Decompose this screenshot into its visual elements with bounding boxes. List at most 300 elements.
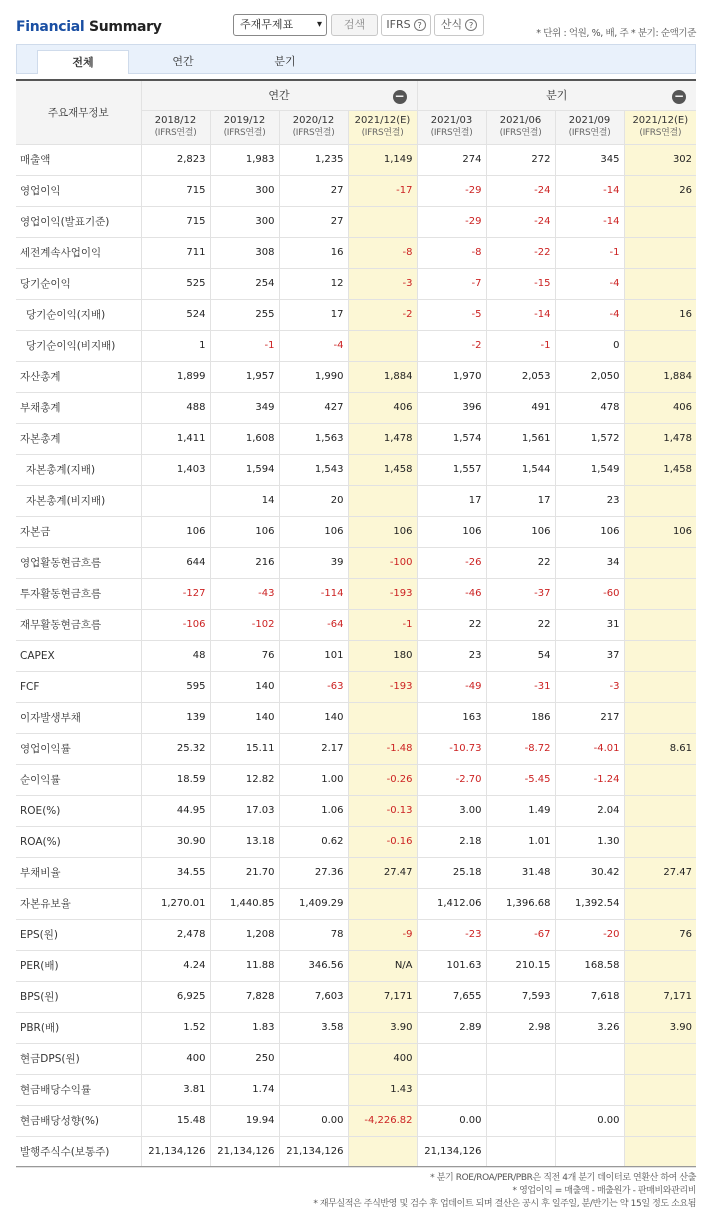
row-label: ROE(%) [16, 795, 141, 826]
table-row [16, 981, 696, 1012]
table-cell: 1,412.06 [417, 888, 486, 919]
period-label: 2018/12 [154, 115, 197, 126]
row-label: 당기순이익(비지배) [16, 330, 141, 361]
tab-all[interactable]: 전체 [37, 50, 129, 74]
table-row [16, 1043, 696, 1074]
table-row [16, 547, 696, 578]
table-cell: 3.90 [348, 1012, 417, 1043]
table-cell: 1.00 [279, 764, 348, 795]
table-cell: 21,134,126 [417, 1136, 486, 1167]
table-cell: 27 [279, 206, 348, 237]
table-cell: 427 [279, 392, 348, 423]
table-cell: -14 [555, 206, 624, 237]
table-cell: 106 [624, 516, 696, 547]
table-cell: 30.90 [141, 826, 210, 857]
table-cell: 406 [348, 392, 417, 423]
table-cell: -29 [417, 206, 486, 237]
table-row [16, 795, 696, 826]
table-cell: 7,171 [348, 981, 417, 1012]
table-cell: 22 [417, 609, 486, 640]
table-cell: 106 [210, 516, 279, 547]
table-cell: N/A [348, 950, 417, 981]
row-label: 영업이익(발표기준) [16, 206, 141, 237]
table-row [16, 640, 696, 671]
table-cell: 168.58 [555, 950, 624, 981]
table-cell: 3.26 [555, 1012, 624, 1043]
row-label: 자본금 [16, 516, 141, 547]
period-label: 2021/06 [499, 115, 542, 126]
period-header [279, 110, 348, 144]
footer-divider [16, 1166, 696, 1167]
table-row [16, 1012, 696, 1043]
table-cell: 7,828 [210, 981, 279, 1012]
table-cell [624, 826, 696, 857]
table-cell: 1,899 [141, 361, 210, 392]
table-cell: 1,235 [279, 144, 348, 175]
table-cell: 106 [486, 516, 555, 547]
table-cell: -67 [486, 919, 555, 950]
table-cell: 12.82 [210, 764, 279, 795]
table-cell [624, 702, 696, 733]
period-basis: (IFRS연결) [499, 128, 542, 138]
table-cell: -2 [348, 299, 417, 330]
table-cell: 255 [210, 299, 279, 330]
search-button[interactable]: 검색 [331, 14, 378, 36]
table-cell: 250 [210, 1043, 279, 1074]
table-cell: -60 [555, 578, 624, 609]
row-label: 발행주식수(보통주) [16, 1136, 141, 1167]
table-cell: 16 [279, 237, 348, 268]
table-cell: 300 [210, 206, 279, 237]
footnotes [313, 1172, 696, 1211]
table-cell: 406 [624, 392, 696, 423]
table-cell: 1,458 [624, 454, 696, 485]
collapse-annual-icon[interactable]: − [394, 89, 405, 103]
table-cell: -1 [486, 330, 555, 361]
table-cell: 2,053 [486, 361, 555, 392]
table-cell: 595 [141, 671, 210, 702]
table-cell: -23 [417, 919, 486, 950]
period-header [348, 110, 417, 144]
table-row [16, 516, 696, 547]
table-cell: 27.47 [624, 857, 696, 888]
table-cell [624, 640, 696, 671]
row-label: 자산총계 [16, 361, 141, 392]
table-cell: 3.58 [279, 1012, 348, 1043]
table-cell [348, 330, 417, 361]
table-cell [279, 1074, 348, 1105]
table-cell: 2.18 [417, 826, 486, 857]
row-label: 자본유보율 [16, 888, 141, 919]
table-row [16, 392, 696, 423]
row-label: 영업활동현금흐름 [16, 547, 141, 578]
table-cell: 308 [210, 237, 279, 268]
table-cell: 15.48 [141, 1105, 210, 1136]
table-cell: 17 [279, 299, 348, 330]
period-header [417, 110, 486, 144]
table-cell: -2 [417, 330, 486, 361]
table-cell: 101.63 [417, 950, 486, 981]
table-row [16, 950, 696, 981]
period-basis: (IFRS연결) [361, 128, 404, 138]
formula-help-button[interactable] [434, 14, 484, 36]
table-cell: -8.72 [486, 733, 555, 764]
table-cell [624, 609, 696, 640]
table-cell: 272 [486, 144, 555, 175]
tab-quarter[interactable]: 분기 [274, 55, 296, 68]
row-label: 현금배당수익률 [16, 1074, 141, 1105]
table-cell: 31 [555, 609, 624, 640]
table-cell: 1,594 [210, 454, 279, 485]
table-cell: 0.00 [555, 1105, 624, 1136]
table-cell: 1.49 [486, 795, 555, 826]
table-cell: 21,134,126 [279, 1136, 348, 1167]
ifrs-label: IFRS [386, 18, 411, 31]
header-corner: 주요재무정보 [16, 80, 141, 144]
row-label: 당기순이익(지배) [16, 299, 141, 330]
table-cell: -14 [486, 299, 555, 330]
table-cell: 27.47 [348, 857, 417, 888]
table-cell: 2,478 [141, 919, 210, 950]
table-cell: -0.26 [348, 764, 417, 795]
table-cell: 7,593 [486, 981, 555, 1012]
table-cell: 396 [417, 392, 486, 423]
period-header [141, 110, 210, 144]
row-label: CAPEX [16, 640, 141, 671]
table-cell: 711 [141, 237, 210, 268]
table-row [16, 330, 696, 361]
table-cell: 21.70 [210, 857, 279, 888]
table-cell [348, 485, 417, 516]
table-cell: 1,411 [141, 423, 210, 454]
table-cell: 25.32 [141, 733, 210, 764]
table-cell: 0.00 [279, 1105, 348, 1136]
table-cell: -37 [486, 578, 555, 609]
table-cell: 0.62 [279, 826, 348, 857]
table-cell: 1.30 [555, 826, 624, 857]
table-cell: 1,403 [141, 454, 210, 485]
table-cell: -4.01 [555, 733, 624, 764]
table-row [16, 268, 696, 299]
row-label: 자본총계(비지배) [16, 485, 141, 516]
table-cell: -24 [486, 175, 555, 206]
title-financial: Financial [16, 19, 85, 35]
table-cell: -17 [348, 175, 417, 206]
footnote: * 재무실적은 주식반영 및 검수 후 업데이트 되며 결산은 공시 후 일주일, 분/반기는 약 15일 정도 소요됨 [313, 1199, 696, 1209]
row-label: 자본총계 [16, 423, 141, 454]
table-cell: -1 [210, 330, 279, 361]
table-cell: 345 [555, 144, 624, 175]
table-cell: 1,608 [210, 423, 279, 454]
table-cell [624, 950, 696, 981]
table-cell: -114 [279, 578, 348, 609]
table-cell: 1.43 [348, 1074, 417, 1105]
financial-summary-table [16, 79, 696, 1168]
formula-label: 산식 [440, 18, 463, 31]
table-cell: 1,549 [555, 454, 624, 485]
period-basis: (IFRS연결) [154, 128, 197, 138]
table-cell: -9 [348, 919, 417, 950]
row-label: PBR(배) [16, 1012, 141, 1043]
table-cell: -49 [417, 671, 486, 702]
table-cell: 11.88 [210, 950, 279, 981]
summary-header [0, 0, 708, 44]
collapse-quarter-icon[interactable]: − [674, 89, 685, 103]
period-label: 2021/09 [568, 115, 611, 126]
table-cell: 186 [486, 702, 555, 733]
table-cell: -15 [486, 268, 555, 299]
table-cell: 17 [486, 485, 555, 516]
table-cell: -5 [417, 299, 486, 330]
table-cell: 216 [210, 547, 279, 578]
table-cell [624, 206, 696, 237]
period-header [555, 110, 624, 144]
row-label: 영업이익률 [16, 733, 141, 764]
table-cell: 400 [141, 1043, 210, 1074]
table-cell: 349 [210, 392, 279, 423]
title-summary: Summary [88, 19, 162, 35]
table-cell: 27 [279, 175, 348, 206]
table-cell: 180 [348, 640, 417, 671]
table-cell: 30.42 [555, 857, 624, 888]
table-cell: 2,823 [141, 144, 210, 175]
table-cell: 2,050 [555, 361, 624, 392]
table-cell: 4.24 [141, 950, 210, 981]
table-cell: 1,884 [348, 361, 417, 392]
table-cell: 1.01 [486, 826, 555, 857]
table-cell [624, 671, 696, 702]
table-cell [624, 547, 696, 578]
period-header [210, 110, 279, 144]
table-cell: 1,458 [348, 454, 417, 485]
row-label: EPS(원) [16, 919, 141, 950]
table-cell: 7,603 [279, 981, 348, 1012]
period-label: 2019/12 [223, 115, 266, 126]
period-label: 2021/03 [430, 115, 473, 126]
table-cell: 488 [141, 392, 210, 423]
table-cell [624, 1074, 696, 1105]
table-cell: 25.18 [417, 857, 486, 888]
table-cell [624, 1105, 696, 1136]
annual-group-header [141, 80, 417, 110]
table-cell: -8 [417, 237, 486, 268]
period-header [624, 110, 696, 144]
table-cell [555, 1136, 624, 1167]
table-cell: -1.24 [555, 764, 624, 795]
table-cell: 78 [279, 919, 348, 950]
row-label: FCF [16, 671, 141, 702]
table-cell [486, 1074, 555, 1105]
table-cell: 106 [279, 516, 348, 547]
footnote: * 영업이익 = 매출액 - 매출원가 - 판매비와관리비 [512, 1186, 696, 1196]
table-cell [486, 1043, 555, 1074]
row-label: 순이익률 [16, 764, 141, 795]
table-row [16, 888, 696, 919]
table-cell: 20 [279, 485, 348, 516]
table-row [16, 1105, 696, 1136]
table-cell: 302 [624, 144, 696, 175]
table-row [16, 919, 696, 950]
table-cell: 7,655 [417, 981, 486, 1012]
table-cell: -106 [141, 609, 210, 640]
table-row [16, 702, 696, 733]
table-cell: 2.89 [417, 1012, 486, 1043]
tab-annual[interactable]: 연간 [172, 55, 194, 68]
table-cell [417, 1043, 486, 1074]
table-cell: 1,149 [348, 144, 417, 175]
table-cell [555, 1043, 624, 1074]
period-label: 2021/12(E) [632, 115, 689, 126]
table-cell: 346.56 [279, 950, 348, 981]
table-cell: -1 [348, 609, 417, 640]
table-cell: 1,990 [279, 361, 348, 392]
table-cell [624, 1136, 696, 1167]
table-cell: 3.00 [417, 795, 486, 826]
table-row [16, 578, 696, 609]
table-cell: 13.18 [210, 826, 279, 857]
row-label: 자본총계(지배) [16, 454, 141, 485]
statement-type-value: 주재무제표 [240, 18, 294, 31]
table-cell [624, 578, 696, 609]
table-cell: 0.00 [417, 1105, 486, 1136]
table-cell: -193 [348, 671, 417, 702]
table-cell: -64 [279, 609, 348, 640]
table-cell: 34 [555, 547, 624, 578]
table-cell [348, 702, 417, 733]
quarter-group-header [417, 80, 696, 110]
table-cell [624, 268, 696, 299]
period-basis: (IFRS연결) [639, 128, 682, 138]
table-cell: 715 [141, 175, 210, 206]
table-cell: 1,396.68 [486, 888, 555, 919]
section-title [16, 19, 162, 35]
row-label: 당기순이익 [16, 268, 141, 299]
table-cell: 15.11 [210, 733, 279, 764]
table-cell: -46 [417, 578, 486, 609]
table-cell: -127 [141, 578, 210, 609]
table-cell: 27.36 [279, 857, 348, 888]
table-cell: 1,543 [279, 454, 348, 485]
annual-group-label: 연간 [268, 89, 290, 103]
table-cell: 1,478 [624, 423, 696, 454]
table-cell: 22 [486, 547, 555, 578]
table-cell: -4,226.82 [348, 1105, 417, 1136]
table-cell: -7 [417, 268, 486, 299]
period-basis: (IFRS연결) [430, 128, 473, 138]
table-row [16, 671, 696, 702]
table-cell: 39 [279, 547, 348, 578]
table-cell: 254 [210, 268, 279, 299]
row-label: 이자발생부채 [16, 702, 141, 733]
ifrs-help-button[interactable] [381, 14, 431, 36]
table-cell: -26 [417, 547, 486, 578]
table-cell: 1,970 [417, 361, 486, 392]
row-label: 세전계속사업이익 [16, 237, 141, 268]
table-cell: 1,208 [210, 919, 279, 950]
table-cell: -102 [210, 609, 279, 640]
table-row [16, 237, 696, 268]
table-cell: -24 [486, 206, 555, 237]
table-row [16, 175, 696, 206]
row-label: 매출액 [16, 144, 141, 175]
row-label: 영업이익 [16, 175, 141, 206]
table-cell: 1,563 [279, 423, 348, 454]
table-cell: 644 [141, 547, 210, 578]
table-cell: 1.06 [279, 795, 348, 826]
statement-type-select[interactable] [233, 14, 327, 36]
table-cell: 1,561 [486, 423, 555, 454]
table-cell: -3 [555, 671, 624, 702]
table-row [16, 423, 696, 454]
table-cell: 16 [624, 299, 696, 330]
table-cell: 31.48 [486, 857, 555, 888]
table-cell [141, 485, 210, 516]
table-cell: 1,440.85 [210, 888, 279, 919]
table-cell: -1.48 [348, 733, 417, 764]
table-cell [486, 1136, 555, 1167]
table-cell: 21,134,126 [210, 1136, 279, 1167]
table-cell: -2.70 [417, 764, 486, 795]
table-cell [624, 888, 696, 919]
table-cell: 48 [141, 640, 210, 671]
table-cell: -4 [555, 299, 624, 330]
row-label: 현금배당성향(%) [16, 1105, 141, 1136]
table-cell: -3 [348, 268, 417, 299]
quarter-group-label: 분기 [546, 89, 568, 103]
table-row [16, 299, 696, 330]
table-cell: 6,925 [141, 981, 210, 1012]
table-row [16, 1074, 696, 1105]
table-cell: 400 [348, 1043, 417, 1074]
table-cell: 37 [555, 640, 624, 671]
table-cell: 0 [555, 330, 624, 361]
table-cell: 274 [417, 144, 486, 175]
table-cell: 1.83 [210, 1012, 279, 1043]
period-basis: (IFRS연결) [292, 128, 335, 138]
table-cell: 524 [141, 299, 210, 330]
table-cell: 1,574 [417, 423, 486, 454]
table-cell: 106 [555, 516, 624, 547]
table-cell [624, 1043, 696, 1074]
table-cell [624, 795, 696, 826]
period-basis: (IFRS연결) [568, 128, 611, 138]
table-cell: -193 [348, 578, 417, 609]
footnote: * 분기 ROE/ROA/PER/PBR은 직전 4개 분기 데이터로 연환산 하여 산출 [430, 1173, 696, 1183]
table-cell: 1,544 [486, 454, 555, 485]
table-cell: -8 [348, 237, 417, 268]
table-cell: 76 [210, 640, 279, 671]
table-cell: 139 [141, 702, 210, 733]
table-cell: 1 [141, 330, 210, 361]
table-cell: -0.16 [348, 826, 417, 857]
table-cell: 1,983 [210, 144, 279, 175]
table-cell: 23 [417, 640, 486, 671]
table-cell: 76 [624, 919, 696, 950]
table-cell: -4 [279, 330, 348, 361]
row-label: 재무활동현금흐름 [16, 609, 141, 640]
table-cell: 217 [555, 702, 624, 733]
table-cell: 3.81 [141, 1074, 210, 1105]
table-cell: 478 [555, 392, 624, 423]
table-cell: -0.13 [348, 795, 417, 826]
table-row [16, 857, 696, 888]
period-label: 2021/12(E) [354, 115, 411, 126]
table-cell: 44.95 [141, 795, 210, 826]
table-cell: 18.59 [141, 764, 210, 795]
table-cell [348, 206, 417, 237]
table-cell: 525 [141, 268, 210, 299]
table-cell: 14 [210, 485, 279, 516]
